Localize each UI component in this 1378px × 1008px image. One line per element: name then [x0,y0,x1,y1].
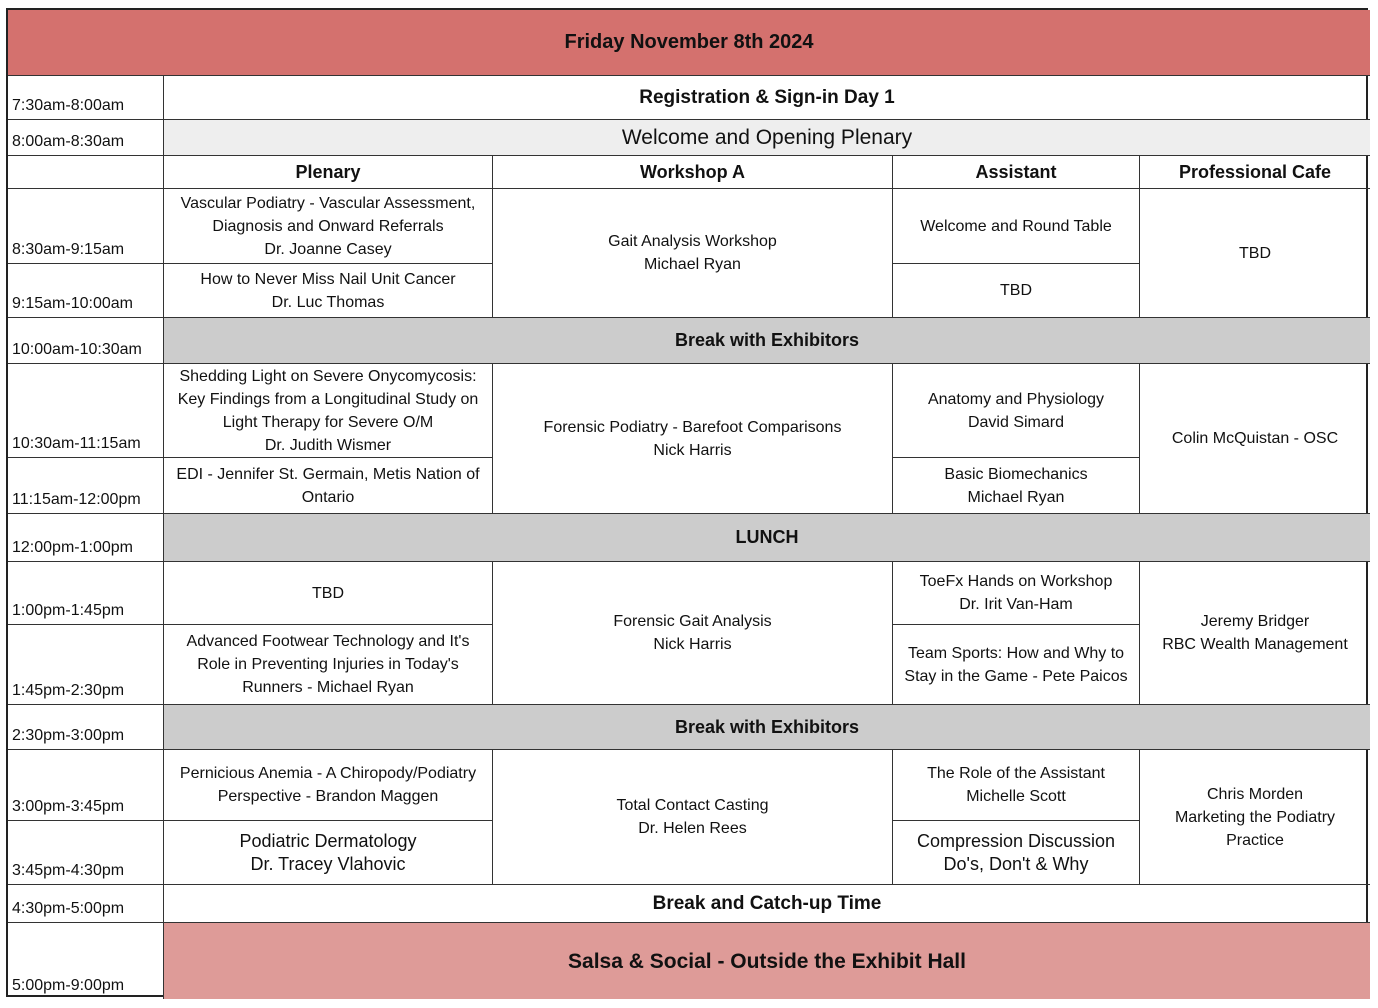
break-row: Break with Exhibitors [164,318,1370,364]
session-cell: Gait Analysis Workshop Michael Ryan [493,189,893,318]
session-cell: Vascular Podiatry - Vascular Assessment, Diagnosis and Onward Referrals Dr. Joanne Casey [164,189,493,264]
session-cell: Forensic Podiatry - Barefoot Comparisons Nick Harris [493,364,893,514]
social-row: Salsa & Social - Outside the Exhibit Hall [164,923,1370,999]
time-slot: 5:00pm-9:00pm [8,923,164,999]
session-cell: Pernicious Anemia - A Chiropody/Podiatry Perspective - Brandon Maggen [164,750,493,821]
session-cell: Anatomy and Physiology David Simard [893,364,1140,458]
header-plenary: Plenary [164,156,493,189]
session-cell: Advanced Footwear Technology and It's Role in Preventing Injuries in Today's Runners - Michael Ryan [164,625,493,705]
session-cell: Total Contact Casting Dr. Helen Rees [493,750,893,885]
session-cell: TBD [1140,189,1370,318]
session-cell: How to Never Miss Nail Unit Cancer Dr. Luc Thomas [164,264,493,318]
session-cell: Basic Biomechanics Michael Ryan [893,458,1140,514]
session-cell: TBD [893,264,1140,318]
break-row: Break with Exhibitors [164,705,1370,750]
time-slot: 2:30pm-3:00pm [8,705,164,750]
session-cell: Shedding Light on Severe Onycomycosis: Key Findings from a Longitudinal Study on Light Therapy for Severe O/M Dr. Judith Wismer [164,364,493,458]
session-cell: Welcome and Round Table [893,189,1140,264]
session-cell: Compression Discussion Do's, Don't & Why [893,821,1140,885]
time-slot: 10:00am-10:30am [8,318,164,364]
time-slot: 7:30am-8:00am [8,76,164,120]
session-cell: The Role of the Assistant Michelle Scott [893,750,1140,821]
schedule-table [6,8,1368,997]
time-slot: 8:00am-8:30am [8,120,164,156]
lunch-row: LUNCH [164,514,1370,562]
header-assistant: Assistant [893,156,1140,189]
session-cell: Forensic Gait Analysis Nick Harris [493,562,893,705]
session-cell: Chris Morden Marketing the Podiatry Practice [1140,750,1370,885]
time-slot: 1:45pm-2:30pm [8,625,164,705]
session-cell: ToeFx Hands on Workshop Dr. Irit Van-Ham [893,562,1140,625]
time-slot: 10:30am-11:15am [8,364,164,458]
time-slot: 12:00pm-1:00pm [8,514,164,562]
time-header-blank [8,156,164,189]
session-cell: Team Sports: How and Why to Stay in the Game - Pete Paicos [893,625,1140,705]
header-professional-cafe: Professional Cafe [1140,156,1370,189]
session-cell: Colin McQuistan - OSC [1140,364,1370,514]
time-slot: 11:15am-12:00pm [8,458,164,514]
session-cell: Podiatric Dermatology Dr. Tracey Vlahovic [164,821,493,885]
session-cell: EDI - Jennifer St. Germain, Metis Nation of Ontario [164,458,493,514]
welcome-row: Welcome and Opening Plenary [164,120,1370,156]
schedule-title: Friday November 8th 2024 [8,10,1370,76]
time-slot: 9:15am-10:00am [8,264,164,318]
time-slot: 4:30pm-5:00pm [8,885,164,923]
session-cell: Jeremy Bridger RBC Wealth Management [1140,562,1370,705]
time-slot: 8:30am-9:15am [8,189,164,264]
registration-row: Registration & Sign-in Day 1 [164,76,1370,120]
time-slot: 1:00pm-1:45pm [8,562,164,625]
session-cell: TBD [164,562,493,625]
time-slot: 3:00pm-3:45pm [8,750,164,821]
catchup-row: Break and Catch-up Time [164,885,1370,923]
header-workshop-a: Workshop A [493,156,893,189]
time-slot: 3:45pm-4:30pm [8,821,164,885]
